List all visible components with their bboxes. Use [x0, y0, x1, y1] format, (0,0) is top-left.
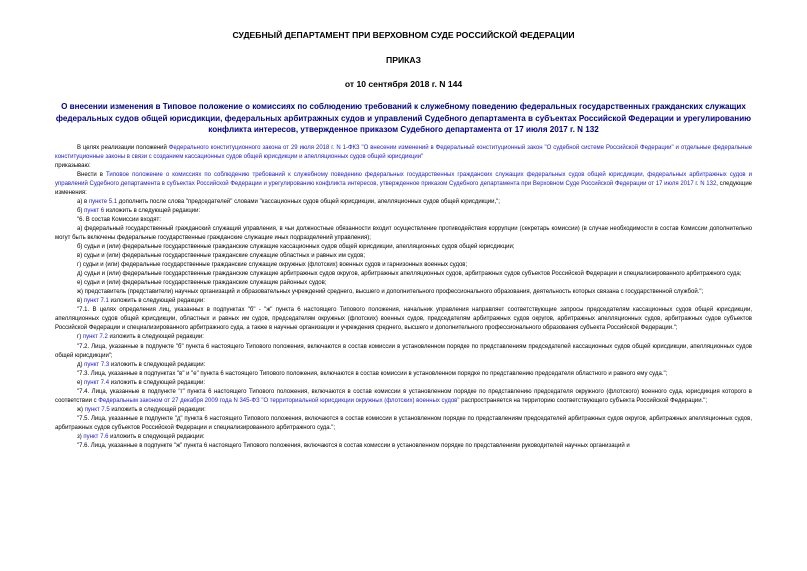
paragraph: "7.1. В целях определения лиц, указанных в подпунктах "б" - "ж" пункта 6 настоящего Типового положения, начальник управления направляет соответствующие запросы председателям кассационных судов общей юрисдикции, апелляционных судов общей юрисдикции, областных и равных им судов, председателям окружных (флотских) военных судов, председателям арбитражных судов округов, арбитражных апелляционных судов, арбитражных судов субъектов Российской Федерации и специализированного арбитражного суда, а также в научные организации и учреждения среднего, высшего и дополнительного профессионального образования субъекта Российской Федерации."; — [55, 307, 752, 332]
paragraph: д) пункт 7.3 изложить в следующей редакции: — [77, 361, 206, 368]
paragraph: "7.6. Лица, указанные в подпункте "ж" пункта 6 настоящего Типового положения, включаются в состав комиссии в установленном порядке по представлениям руководителей научных организаций и — [77, 443, 630, 450]
clause-link[interactable]: пункте 5.1 — [88, 198, 118, 205]
paragraph: г) пункт 7.2 изложить в следующей редакции: — [77, 334, 204, 341]
paragraph: г) судьи и (или) федеральные государственные гражданские служащие окружных (флотских) военных судов и гарнизонных военных судов; — [77, 262, 468, 269]
paragraph: ж) представитель (представители) научных организаций и образовательных учреждений среднего, высшего и дополнительного профессионального образования, деятельность которых связана с государственной службой."; — [77, 289, 704, 296]
paragraph: е) судьи и (или) федеральные государственные гражданские служащие районных судов; — [77, 280, 327, 287]
clause-link[interactable]: пункт 7.1 — [83, 298, 109, 305]
title-text: О внесении изменения в — [61, 102, 163, 111]
paragraph: "7.4. Лица, указанные в подпункте "г" пункта 6 настоящего Типового положения, включаются в состав комиссии в установленном порядке по представлению председателя окружного (флотского) военного суда, юрисдикция которого в соответствии с Федеральным законом от 27 декабря 2009 года N 345-ФЗ "О территориальной юрисдикции окружных (флотских) военных судов" распространяется на территорию соответствующего субъекта Российской Федерации."; — [55, 388, 752, 404]
clause-link[interactable]: пункт 7.3 — [84, 361, 110, 368]
paragraph: б) судьи и (или) федеральные государственные гражданские служащие кассационных судов общей юрисдикции, апелляционных судов общей юрисдикции; — [77, 244, 515, 251]
clause-link[interactable]: пункт 6 — [84, 207, 105, 214]
paragraph: б) пункт 6 изложить в следующей редакции: — [77, 207, 201, 214]
clause-link[interactable]: пункт 7.5 — [84, 406, 110, 413]
paragraph: а) федеральный государственный гражданский служащий управления, в чьи должностные обязанности входит осуществление противодействия коррупции (секретарь комиссии) (в случае необходимости в состав Комиссии дополнительно могут быть включены федеральные государственные гражданские служащие иных подразделений управления); — [55, 225, 752, 241]
regulation-link[interactable]: Типовое положение о комиссиях по соблюдению требований к служебному поведению федеральных государственных гражданских служащих федеральных судов общей юрисдикции, федеральных арбитражных судов и управлений Судебного департамента в субъектах Российской Федерации и урегулированию конфликта интересов, утвержденное приказом Судебного департамента при Верховном Суде Российской Федерации от 17 июля 2017 г. N 132 — [55, 171, 752, 187]
clause-link[interactable]: пункт 7.6 — [83, 434, 109, 440]
paragraph: е) пункт 7.4 изложить в следующей редакции: — [77, 379, 206, 386]
document-title — [55, 101, 752, 136]
paragraph: Внести в Типовое положение о комиссиях по соблюдению требований к служебному поведению федеральных государственных гражданских служащих федеральных судов общей юрисдикции, федеральных арбитражных судов и управлений Судебного департамента в субъектах Российской Федерации и урегулированию конфликта интересов, утвержденное приказом Судебного департамента при Верховном Суде Российской Федерации от 17 июля 2017 г. N 132, следующие изменения: — [55, 171, 753, 196]
clause-link[interactable]: пункт 7.2 — [82, 334, 108, 341]
title-regulation-link[interactable]: Типовое положение о комиссиях по соблюдению требований к служебному поведению федеральных государственных гражданских служащих федеральных судов общей юрисдикции, федеральных арбитражных судов и управлений Судебного департамента в субъектах Российской Федерации и урегулированию конфликта интересов — [55, 102, 752, 134]
paragraph: а) в пункте 5.1 дополнить после слова "председателей" словами "кассационных судов общей юрисдикции, апелляционных судов общей юрисдикции,"; — [77, 198, 500, 205]
paragraph: "7.5. Лица, указанные в подпункте "д" пункта 6 настоящего Типового положения, включаются в состав комиссии в установленном порядке по представлениям председателей арбитражных судов округов, арбитражных апелляционных судов, арбитражных судов субъектов Российской Федерации и специализированного арбитражного суда."; — [55, 415, 752, 431]
organization-heading: СУДЕБНЫЙ ДЕПАРТАМЕНТ ПРИ ВЕРХОВНОМ СУДЕ РОССИЙСКОЙ ФЕДЕРАЦИИ — [232, 30, 575, 40]
clause-link[interactable]: пункт 7.4 — [84, 379, 110, 386]
document-body — [55, 144, 752, 452]
paragraph: В целях реализации положений Федерального конституционного закона от 29 июля 2018 г. N 1-ФКЗ "О внесении изменений в Федеральный конституционный закон "О судебной системе Российской Федерации" и отдельные федеральные конституционные законы в связи с созданием кассационных судов общей юрисдикции и апелляционных судов общей юрисдикции" — [55, 144, 752, 160]
paragraph: "7.3. Лица, указанные в подпунктах "в" и "е" пункта 6 настоящего Типового положения, включаются в состав комиссии в установленном порядке по представлению председателя областного и равного ему суда."; — [77, 370, 668, 377]
law-link[interactable]: Федеральным законом от 27 декабря 2009 года N 345-ФЗ "О территориальной юрисдикции окружных (флотских) военных судов" — [98, 397, 460, 404]
paragraph: д) судьи и (или) федеральные государственные гражданские служащие арбитражных судов округов, арбитражных апелляционных судов, арбитражных судов субъектов Российской Федерации и специализированного арбитражного суда; — [77, 271, 742, 278]
paragraph: "7.2. Лица, указанные в подпункте "б" пункта 6 настоящего Типового положения, включаются в состав комиссии в установленном порядке по представлениям председателей кассационных судов общей юрисдикции, апелляционных судов общей юрисдикции"; — [55, 343, 752, 359]
paragraph: з) пункт 7.6 изложить в следующей редакции: — [77, 434, 205, 440]
paragraph: "6. В состав Комиссии входят: — [77, 216, 161, 223]
paragraph: приказываю: — [55, 162, 91, 169]
paragraph: в) пункт 7.1 изложить в следующей редакции: — [77, 298, 205, 305]
paragraph: ж) пункт 7.5 изложить в следующей редакции: — [77, 406, 206, 413]
document-type: ПРИКАЗ — [386, 55, 421, 65]
document-date-number: от 10 сентября 2018 г. N 144 — [344, 79, 463, 89]
paragraph: в) судьи и (или) федеральные государственные гражданские служащие областных и равных им судов; — [77, 253, 366, 260]
title-text-end: , утвержденное приказом Судебного департамента от 17 июля 2017 г. N 132 — [295, 125, 599, 134]
document — [55, 30, 752, 451]
law-link[interactable]: Федерального конституционного закона от 29 июля 2018 г. N 1-ФКЗ "О внесении изменений в Федеральный конституционный закон "О судебной системе Российской Федерации" и отдельные федеральные конституционные законы в связи с созданием кассационных судов общей юрисдикции и апелляционных судов общей юрисдикции" — [55, 144, 752, 160]
